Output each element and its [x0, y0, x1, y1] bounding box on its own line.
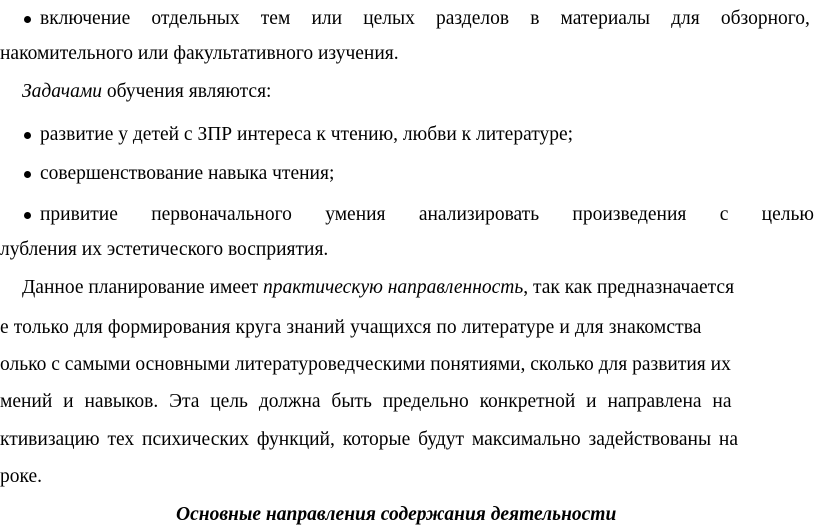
- paragraph-line: е только для формирования круга знаний учащихся по литературе и для знакомства: [0, 317, 702, 338]
- word: с: [719, 204, 729, 225]
- word: материалы: [560, 8, 650, 29]
- word: первоначального: [151, 204, 292, 225]
- bullet-item-continuation: лубления их эстетического восприятия.: [0, 239, 329, 260]
- bullet-item-line: развитие у детей с ЗПР интереса к чтению, любви к литературе;: [40, 124, 574, 145]
- paragraph-line: мений и навыков. Эта цель должна быть предельно конкретной и направлена на: [0, 391, 732, 412]
- bullet-item-line: [40, 203, 814, 227]
- paragraph-text: , так как предназначается: [523, 277, 735, 298]
- paragraph-text: Данное планирование имеет: [22, 277, 264, 298]
- word: для: [671, 8, 700, 29]
- word: или: [311, 8, 343, 29]
- bullet-item-line: [40, 7, 810, 31]
- word: целью: [761, 204, 814, 225]
- word: анализировать: [418, 204, 540, 225]
- bullet-item-line: совершенствование навыка чтения;: [40, 163, 335, 184]
- tasks-intro-rest: обучения являются:: [102, 81, 272, 102]
- paragraph-line: роке.: [0, 466, 43, 487]
- bullet-marker: [24, 132, 31, 139]
- bullet-marker: [24, 171, 31, 178]
- section-heading: Основные направления содержания деятельности: [176, 504, 617, 525]
- word: тем: [260, 8, 291, 29]
- paragraph-line: олько с самыми основными литературоведческими понятиями, сколько для развития их: [0, 354, 731, 375]
- paragraph-line: ктивизацию тех психических функций, которые будут максимально задействованы на: [0, 429, 739, 450]
- tasks-intro-italic: Задачами: [22, 81, 103, 102]
- bullet-item-continuation: накомительного или факультативного изучения.: [0, 43, 399, 64]
- word: умения: [325, 204, 386, 225]
- word: включение: [40, 8, 131, 29]
- word: произведения: [572, 204, 687, 225]
- word: отдельных: [151, 8, 240, 29]
- word: разделов: [436, 8, 510, 29]
- word: обзорного,: [720, 8, 810, 29]
- bullet-marker: [24, 16, 31, 23]
- word: в: [530, 8, 540, 29]
- paragraph-line: [22, 276, 734, 300]
- paragraph-italic: практическую направленность: [263, 277, 524, 298]
- tasks-intro: [22, 80, 271, 104]
- word: привитие: [40, 204, 118, 225]
- bullet-marker: [24, 212, 31, 219]
- word: целых: [363, 8, 415, 29]
